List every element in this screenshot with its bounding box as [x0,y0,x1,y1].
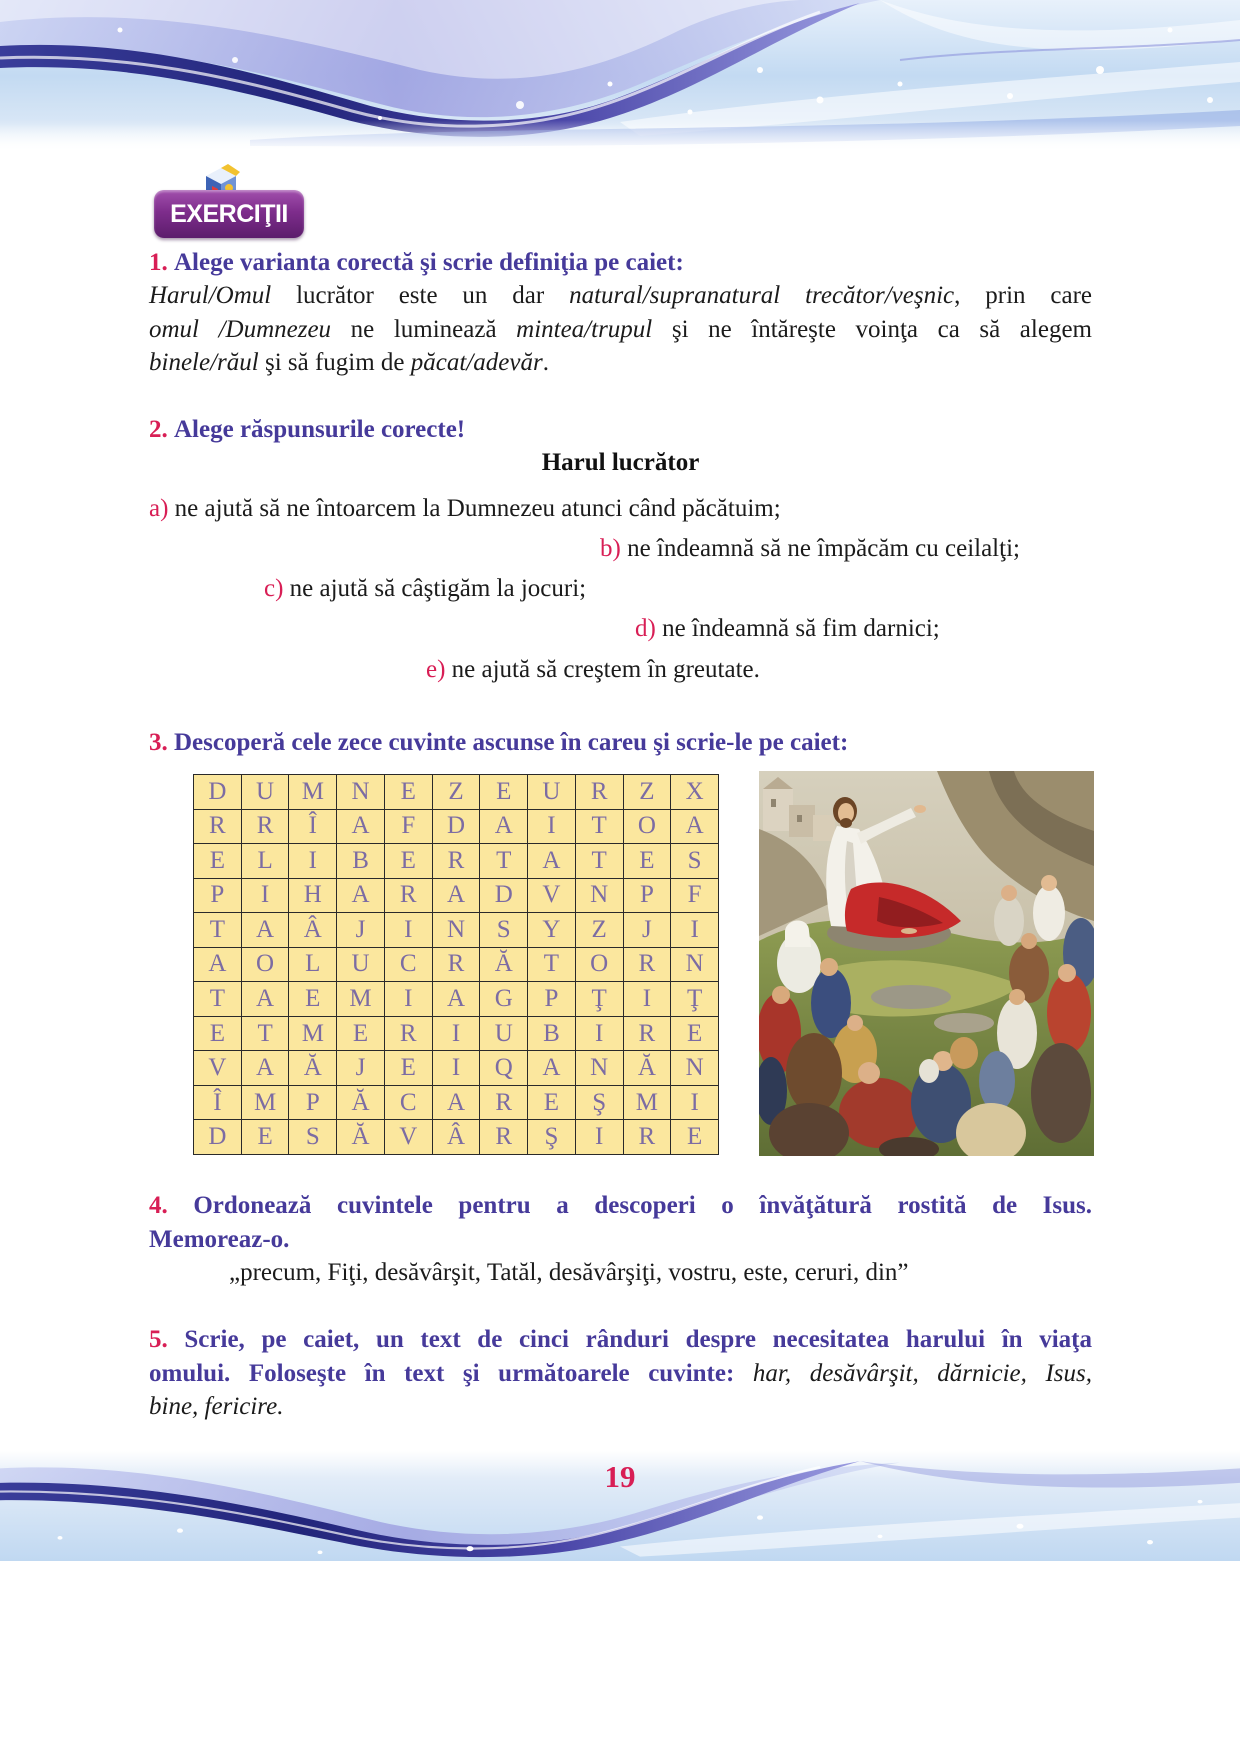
exercise-title: Scrie, pe caiet, un text de cinci rânduri despre necesitatea harului în viaţa [184,1326,1092,1353]
answer-option-b [600,532,1090,566]
grid-cell: Z [433,775,481,810]
grid-cell: F [671,879,719,914]
grid-cell: A [242,1051,290,1086]
grid-cell: C [385,948,433,983]
grid-cell: F [385,810,433,845]
grid-cell: D [194,775,242,810]
exercises-badge [150,160,310,242]
grid-cell: R [624,948,672,983]
grid-cell: Ţ [671,982,719,1017]
grid-cell: R [433,844,481,879]
grid-cell: P [289,1086,337,1121]
exercise-title-continued: omului. Foloseşte în text şi următoarele cuvinte: [149,1360,753,1387]
grid-cell: V [194,1051,242,1086]
grid-cell: O [576,948,624,983]
grid-cell: E [194,1017,242,1052]
grid-cell: N [671,948,719,983]
grid-cell: J [337,913,385,948]
option-letter: e) [426,656,446,683]
choice-text: binele/răul [149,349,259,376]
grid-cell: O [624,810,672,845]
grid-cell: A [242,913,290,948]
answer-option-e [426,653,1026,687]
body-text: , prin care [954,282,1093,309]
grid-cell: A [433,982,481,1017]
grid-cell: U [337,948,385,983]
exercise-4-scrambled-words: „precum, Fiţi, desăvârşit, Tatăl, desăvârşiţi, vostru, este, ceruri, din” [229,1259,909,1286]
option-text: ne ajută să creştem în greutate. [451,656,760,683]
exercise-5-line-3 [149,1390,1092,1424]
grid-cell: A [337,810,385,845]
grid-cell: T [194,913,242,948]
grid-cell: I [576,1120,624,1155]
exercise-number: 4. [149,1192,168,1219]
answer-option-d [635,612,1090,646]
grid-cell: Ţ [576,982,624,1017]
grid-cell: D [433,810,481,845]
body-text: lucrător este un dar [271,282,570,309]
grid-cell: J [624,913,672,948]
exercise-2-heading [149,413,1092,447]
grid-cell: I [242,879,290,914]
grid-cell: R [385,1017,433,1052]
grid-cell: E [194,844,242,879]
grid-cell: R [242,810,290,845]
grid-cell: E [671,1120,719,1155]
exercise-title: Descoperă cele zece cuvinte ascunse în careu şi scrie-le pe caiet: [174,729,849,756]
grid-cell: I [576,1017,624,1052]
grid-cell: R [480,1120,528,1155]
exercise-5-line-1 [149,1323,1092,1357]
grid-cell: A [337,879,385,914]
grid-cell: E [480,775,528,810]
exercise-title: Ordonează cuvintele pentru a descoperi o învăţătură rostită de Isus. [193,1192,1093,1219]
grid-cell: E [385,1051,433,1086]
grid-cell: T [480,844,528,879]
grid-cell: Ş [528,1120,576,1155]
grid-cell: N [671,1051,719,1086]
exercise-2-subtitle: Harul lucrător [541,449,700,476]
exercise-1-heading [149,246,1092,280]
exercise-number: 2. [149,416,168,443]
grid-cell: A [433,1086,481,1121]
top-wave-banner [0,0,1240,152]
grid-cell: I [385,913,433,948]
grid-cell: U [480,1017,528,1052]
exercise-title-continued: Memoreaz-o. [149,1226,290,1253]
grid-cell: Ă [624,1051,672,1086]
grid-cell: I [385,982,433,1017]
option-letter: a) [149,495,169,522]
grid-cell: V [528,879,576,914]
option-text: ne ajută să câştigăm la jocuri; [289,575,587,602]
grid-cell: E [624,844,672,879]
choice-text: mintea/trupul [516,316,653,343]
grid-cell: E [385,844,433,879]
grid-cell: I [528,810,576,845]
grid-cell: A [480,810,528,845]
body-text: şi ne întăreşte voinţa ca să alegem [652,316,1092,343]
grid-cell: Î [194,1086,242,1121]
exercise-1-line-3 [149,346,1092,380]
grid-cell: R [194,810,242,845]
grid-cell: A [194,948,242,983]
grid-cell: I [433,1017,481,1052]
exercise-number: 1. [149,249,168,276]
grid-cell: U [242,775,290,810]
body-text: ne luminează [331,316,517,343]
grid-cell: E [671,1017,719,1052]
grid-cell: T [576,844,624,879]
grid-cell: Â [433,1120,481,1155]
grid-cell: C [385,1086,433,1121]
word-search-grid [193,774,719,1155]
grid-cell: Z [624,775,672,810]
grid-cell: N [433,913,481,948]
grid-cell: T [576,810,624,845]
grid-cell: S [289,1120,337,1155]
option-letter: d) [635,615,656,642]
grid-cell: R [624,1017,672,1052]
grid-cell: Ş [576,1086,624,1121]
grid-cell: S [480,913,528,948]
grid-cell: B [337,844,385,879]
grid-cell: A [433,879,481,914]
grid-cell: Î [289,810,337,845]
grid-cell: R [576,775,624,810]
grid-cell: O [242,948,290,983]
grid-cell: A [528,844,576,879]
grid-cell: S [671,844,719,879]
body-text: . [542,349,549,376]
keyword-list: bine, fericire. [149,1393,284,1420]
grid-cell: Z [576,913,624,948]
grid-cell: R [480,1086,528,1121]
grid-cell: R [624,1120,672,1155]
option-text: ne ajută să ne întoarcem la Dumnezeu atunci când păcătuim; [174,495,781,522]
grid-cell: I [289,844,337,879]
choice-text: omul /Dumnezeu [149,316,332,343]
grid-cell: I [433,1051,481,1086]
grid-cell: G [480,982,528,1017]
grid-cell: T [242,1017,290,1052]
grid-cell: D [480,879,528,914]
grid-cell: E [242,1120,290,1155]
grid-cell: Ă [289,1051,337,1086]
grid-cell: Ă [480,948,528,983]
grid-cell: T [194,982,242,1017]
grid-cell: L [242,844,290,879]
exercise-4-heading-line-1 [149,1189,1092,1223]
grid-cell: Â [289,913,337,948]
grid-cell: E [528,1086,576,1121]
grid-cell: I [671,913,719,948]
grid-cell: A [242,982,290,1017]
grid-cell: M [624,1086,672,1121]
grid-cell: N [337,775,385,810]
grid-cell: J [337,1051,385,1086]
grid-cell: U [528,775,576,810]
grid-cell: M [337,982,385,1017]
option-text: ne îndeamnă să ne împăcăm cu ceilalţi; [627,535,1020,562]
grid-cell: H [289,879,337,914]
exercise-number: 5. [149,1326,168,1353]
choice-text: natural/supranatural trecător/veşnic [569,282,955,309]
grid-cell: M [242,1086,290,1121]
grid-cell: Ă [337,1086,385,1121]
grid-cell: I [624,982,672,1017]
grid-cell: P [624,879,672,914]
option-letter: c) [264,575,284,602]
grid-cell: E [385,775,433,810]
grid-cell: L [289,948,337,983]
exercise-title: Alege varianta corectă şi scrie definiţia pe caiet: [174,249,684,276]
grid-cell: M [289,1017,337,1052]
exercise-1-line-1 [149,279,1092,313]
grid-cell: B [528,1017,576,1052]
grid-cell: N [576,879,624,914]
keyword-list: har, desăvârşit, dărnicie, Isus, [752,1360,1092,1387]
grid-cell: E [289,982,337,1017]
exercise-4-heading-line-2 [149,1223,1092,1257]
grid-cell: I [671,1086,719,1121]
grid-cell: D [194,1120,242,1155]
grid-cell: Y [528,913,576,948]
grid-cell: A [671,810,719,845]
sermon-on-the-mount-illustration [759,771,1094,1156]
grid-cell: N [576,1051,624,1086]
choice-text: Harul/Omul [149,282,272,309]
grid-cell: V [385,1120,433,1155]
answer-option-c [264,572,864,606]
answer-option-a [149,492,1092,526]
badge-label: EXERCIŢII [170,200,288,228]
badge-pill [154,190,304,238]
exercise-title: Alege răspunsurile corecte! [174,416,466,443]
grid-cell: E [337,1017,385,1052]
grid-cell: Ă [337,1120,385,1155]
exercise-1-line-2 [149,313,1092,347]
exercise-5-line-2 [149,1357,1092,1391]
exercise-number: 3. [149,729,168,756]
grid-cell: P [194,879,242,914]
page-number: 19 [604,1459,636,1494]
grid-cell: X [671,775,719,810]
option-letter: b) [600,535,621,562]
grid-cell: M [289,775,337,810]
exercise-3-heading [149,726,1092,760]
option-text: ne îndeamnă să fim darnici; [662,615,940,642]
grid-cell: Q [480,1051,528,1086]
grid-cell: T [528,948,576,983]
grid-cell: A [528,1051,576,1086]
grid-cell: R [433,948,481,983]
body-text: şi să fugim de [258,349,411,376]
choice-text: păcat/adevăr [410,349,543,376]
grid-cell: R [385,879,433,914]
grid-cell: P [528,982,576,1017]
